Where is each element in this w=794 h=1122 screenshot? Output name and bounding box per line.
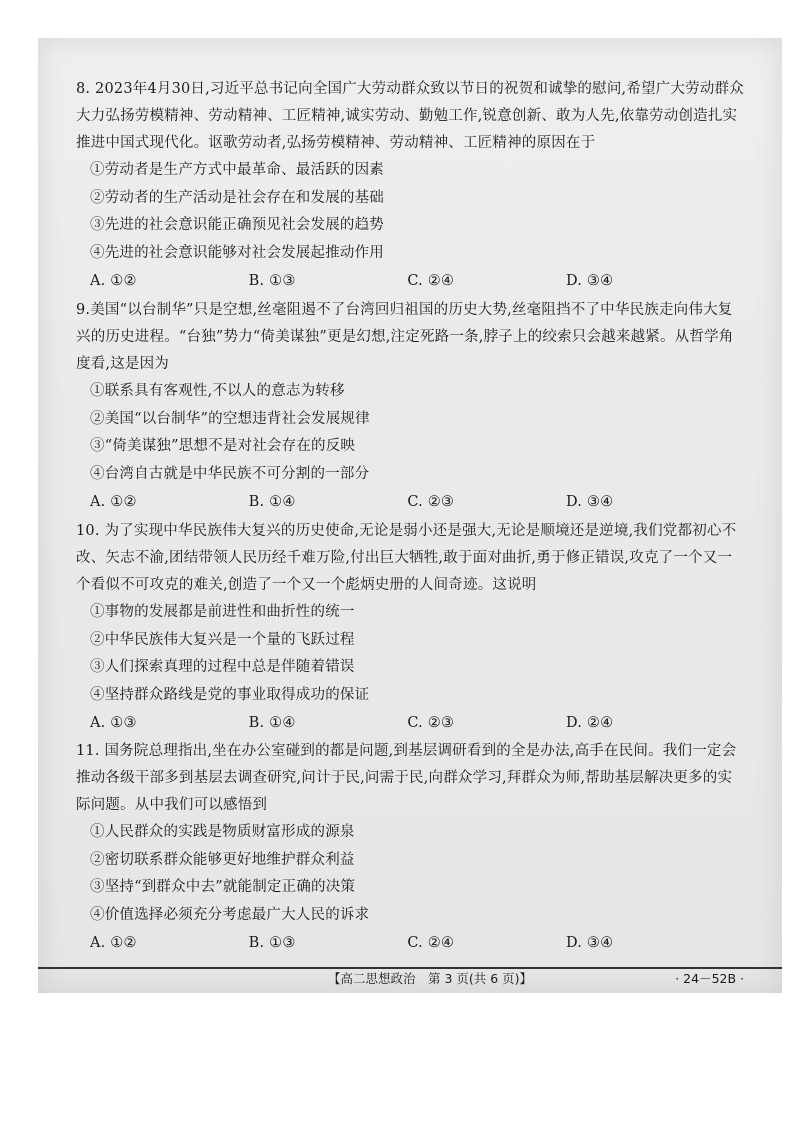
question-stem: 10. 为了实现中华民族伟大复兴的历史使命,无论是弱小还是强大,无论是顺境还是逆境,我们党都初心不改、矢志不渝,团结带领人民历经千难万险,付出巨大牺牲,敢于面对曲折,勇于修正错误,攻克了一个又一个看似不可攻克的难关,创造了一个又一个彪炳史册的人间奇迹。这说明 [76,523,737,593]
choice-a: A. ①② [90,273,137,289]
answer-choices [76,709,746,737]
question-stem: 8. 2023年4月30日,习近平总书记向全国广大劳动群众致以节日的祝贺和诚挚的慰问,希望广大劳动群众大力弘扬劳模精神、劳动精神、工匠精神,诚实劳动、勤勉工作,锐意创新、敢为人先,依靠劳动创造扎实推进中国式现代化。讴歌劳动者,弘扬劳模精神、劳动精神、工匠精神的原因在于 [76,81,744,151]
choice-d: D. ③④ [565,494,614,510]
option-2: ②中华民族伟大复兴是一个量的飞跃过程 [90,631,355,648]
option-3: ③坚持“到群众中去”就能制定正确的决策 [90,879,356,895]
question-10 [76,518,746,737]
option-4: ④先进的社会意识能够对社会发展起推动作用 [90,244,384,261]
option-3: ③先进的社会意识能正确预见社会发展的趋势 [90,217,384,233]
choice-a: A. ①③ [90,715,137,731]
option-2: ②劳动者的生产活动是社会存在和发展的基础 [90,189,384,206]
choice-b: B. ①④ [248,494,296,510]
choice-a: A. ①② [90,494,137,510]
question-9 [76,297,746,516]
choice-c: C. ②③ [407,494,455,510]
choice-b: B. ①④ [248,715,296,731]
choice-c: C. ②③ [407,715,455,731]
option-3: ③人们探索真理的过程中总是伴随着错误 [90,659,355,675]
option-4: ④坚持群众路线是党的事业取得成功的保证 [90,686,370,703]
option-4: ④台湾自古就是中华民族不可分割的一部分 [90,465,370,482]
choice-a: A. ①② [90,935,137,951]
choice-d: D. ③④ [565,273,614,289]
answer-choices [76,488,746,516]
question-stem: 9.美国“以台制华”只是空想,丝毫阻遏不了台湾回归祖国的历史大势,丝毫阻挡不了中华民族走向伟大复兴的历史进程。“台独”势力“倚美谋独”更是幻想,注定死路一条,脖子上的绞索只会越来越紧。从哲学角度看,这是因为 [76,302,734,372]
footer-page-info: 【高二思想政治 第 3 页(共 6 页)】 [328,971,533,986]
option-1: ①人民群众的实践是物质财富形成的源泉 [90,824,355,840]
option-3: ③“倚美谋独”思想不是对社会存在的反映 [90,438,356,454]
footer-code: · 24－52B · [675,971,744,986]
answer-choices [76,267,746,295]
option-4: ④价值选择必须充分考虑最广大人民的诉求 [90,906,370,923]
option-1: ①事物的发展都是前进性和曲折性的统一 [90,604,355,620]
question-8 [76,76,746,295]
question-stem: 11. 国务院总理指出,坐在办公室碰到的都是问题,到基层调研看到的全是办法,高手在民间。我们一定会推动各级干部多到基层去调查研究,问计于民,问需于民,向群众学习,拜群众为师,帮助基层解决更多的实际问题。从中我们可以感悟到 [76,743,737,813]
page-footer [38,967,782,991]
question-list [76,76,746,957]
choice-b: B. ①③ [248,935,296,951]
choice-d: D. ②④ [565,715,614,731]
option-2: ②密切联系群众能够更好地维护群众利益 [90,851,355,868]
option-1: ①劳动者是生产方式中最革命、最活跃的因素 [90,162,384,178]
question-11 [76,738,746,957]
choice-c: C. ②④ [407,273,455,289]
option-1: ①联系具有客观性,不以人的意志为转移 [90,383,345,399]
choice-c: C. ②④ [407,935,455,951]
answer-choices [76,929,746,957]
option-2: ②美国“以台制华”的空想违背社会发展规律 [90,410,370,427]
exam-page [38,38,782,993]
choice-d: D. ③④ [565,935,614,951]
choice-b: B. ①③ [248,273,296,289]
